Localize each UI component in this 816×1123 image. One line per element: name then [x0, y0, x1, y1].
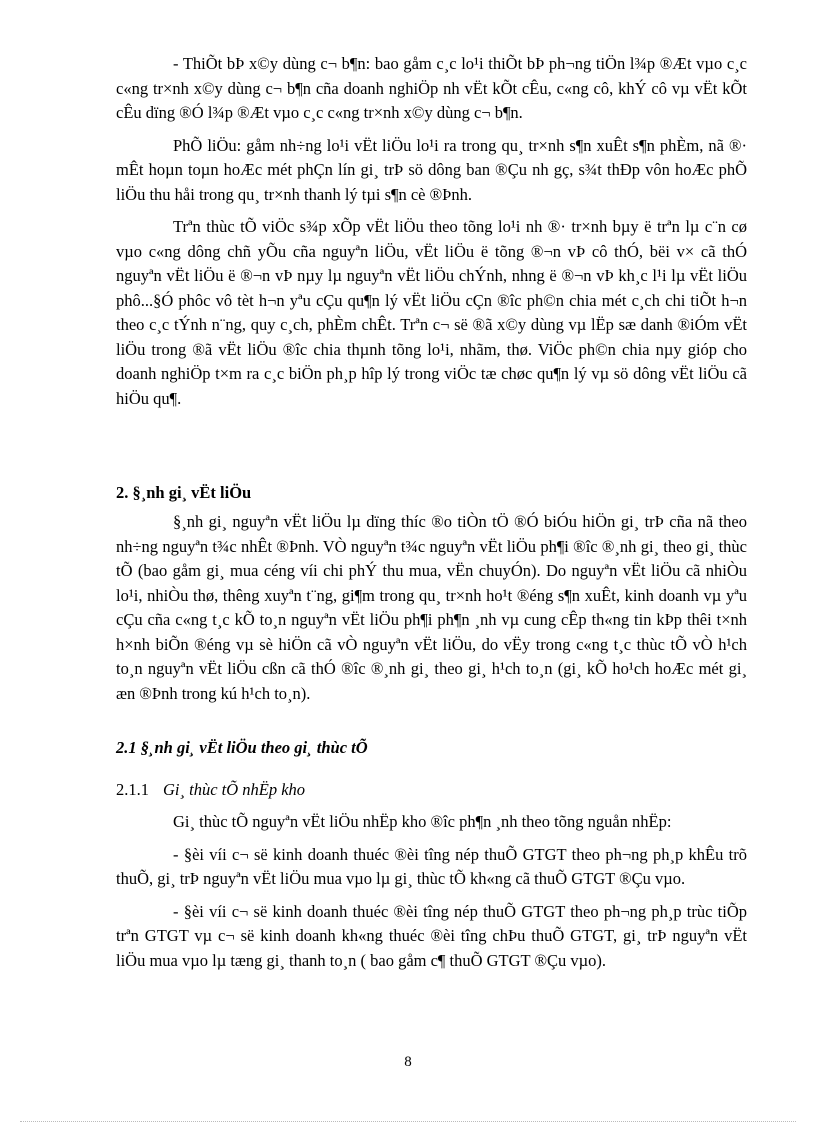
- paragraph-equipment: - ThiÕt bÞ x©y dùng c¬ b¶n: bao gåm c¸c lo¹i thiÕt bÞ ph¬ng tiÖn l¾p ®Æt vµo c¸c c«ng tr×nh x©y dùng c¬ b¶n cña doanh nghiÖp nh vËt kÕt cÊu, c«ng cô, khÝ cô vµ vËt kÕt cÊu dïng ®Ó l¾p ®Æt vµo c¸c c«ng tr×nh x©y dùng c¬ b¶n.: [116, 54, 747, 122]
- subsection-heading: 2.1 §¸nh gi¸ vËt liÖu theo gi¸ thùc tÕ: [116, 738, 368, 757]
- sub-subsection-number: 2.1.1: [116, 780, 149, 799]
- page-bottom-divider: [20, 1121, 796, 1122]
- paragraph-direct-method: - §èi víi c¬ së kinh doanh thuéc ®èi tîng nép thuÕ GTGT theo ph¬ng ph¸p trùc tiÕp trªn GTGT vµ c¬ së kinh doanh kh«ng thuéc ®èi tîng chÞu thuÕ GTGT, gi¸ trÞ nguyªn vËt liÖu mua vµo lµ tæng gi¸ thanh to¸n ( bao gåm c¶ thuÕ GTGT ®Çu vµo).: [116, 901, 747, 970]
- intro-section: [116, 52, 747, 411]
- paragraph-import-price: Gi¸ thùc tÕ nguyªn vËt liÖu nhËp kho ®îc ph¶n ¸nh theo tõng nguån nhËp:: [173, 812, 672, 831]
- sub-subsection-title: Gi¸ thùc tÕ nhËp kho: [163, 780, 306, 799]
- paragraph-deduction-method: - §èi víi c¬ së kinh doanh thuéc ®èi tîng nép thuÕ GTGT theo ph¬ng ph¸p khÊu trõ thuÕ, gi¸ trÞ nguyªn vËt liÖu mua vµo lµ gi¸ thùc tÕ kh«ng cã thuÕ GTGT ®Çu vµo.: [116, 844, 747, 888]
- paragraph-scrap: PhÕ liÖu: gåm nh÷ng lo¹i vËt liÖu lo¹i ra trong qu¸ tr×nh s¶n xuÊt s¶n phÈm, nã ®· mÊt hoµn toµn hoÆc mét phÇn lín gi¸ trÞ sö dông ban ®Çu nh gç, s¾t thÐp vôn hoÆc phÕ liÖu thu håi trong qu¸ tr×nh thanh lý tµi s¶n cè ®Þnh.: [116, 135, 747, 204]
- paragraph-classification: Trªn thùc tÕ viÖc s¾p xÕp vËt liÖu theo tõng lo¹i nh ®· tr×nh bµy ë trªn lµ c¨n cø vµo c«ng dông chñ yÕu cña nguyªn liÖu, vËt liÖu ë tõng ®¬n vÞ cô thÓ, bëi v× cã thÓ nguyªn vËt liÖu ë ®¬n vÞ nµy lµ nguyªn vËt liÖu chÝnh, nhng ë ®¬n vÞ kh¸c l¹i lµ vËt liÖu phô...§Ó phôc vô tèt h¬n yªu cÇu qu¶n lý vËt liÖu cÇn ®îc ph©n chia mét c¸ch chi tiÕt h¬n theo c¸c tÝnh n¨ng, quy c¸ch, phÈm chÊt. Trªn c¬ së ®ã x©y dùng vµ lËp sæ danh ®iÓm vËt liÖu trong ®ã vËt liÖu ®îc chia thµnh tõng lo¹i, nhãm, thø. ViÖc ph©n chia nµy gióp cho doanh nghiÖp t×m ra c¸c biÖn ph¸p hîp lý trong viÖc tæ chøc qu¶n lý vµ sö dông vËt liÖu cã hiÖu qu¶.: [116, 217, 747, 408]
- section-heading: 2. §¸nh gi¸ vËt liÖu: [116, 483, 252, 502]
- valuation-section: [116, 510, 747, 706]
- import-price-section: [116, 810, 747, 973]
- page-number: 8: [404, 1054, 412, 1070]
- paragraph-valuation: §¸nh gi¸ nguyªn vËt liÖu lµ dïng thíc ®o tiÒn tÖ ®Ó biÓu hiÖn gi¸ trÞ cña nã theo nh÷ng nguyªn t¾c nhÊt ®Þnh. VÒ nguyªn t¾c nguyªn vËt liÖu ph¶i ®îc ®¸nh gi¸ theo gi¸ thùc tÕ (bao gåm gi¸ mua céng víi chi phÝ thu mua, vËn chuyÓn). Do nguyªn vËt liÖu cã nhiÒu lo¹i, nhiÒu thø, thêng xuyªn t¨ng, gi¶m trong qu¸ tr×nh ho¹t ®éng s¶n xuÊt, kinh doanh vµ yªu cÇu cña c«ng t¸c kÕ to¸n nguyªn vËt liÖu ph¶i ph¶n ¸nh vµ cung cÊp th«ng tin kÞp thêi t×nh h×nh biÕn ®éng vµ sè hiÖn cã vÒ nguyªn vËt liÖu, do vËy trong c«ng t¸c thùc tÕ vÒ h¹ch to¸n nguyªn vËt liÖu cßn cã thÓ ®îc ®¸nh gi¸ theo gi¸ h¹ch to¸n (gi¸ kÕ ho¹ch hoÆc mét gi¸ æn ®Þnh trong kú h¹ch to¸n).: [116, 512, 747, 703]
- sub-subsection-heading: [116, 778, 305, 803]
